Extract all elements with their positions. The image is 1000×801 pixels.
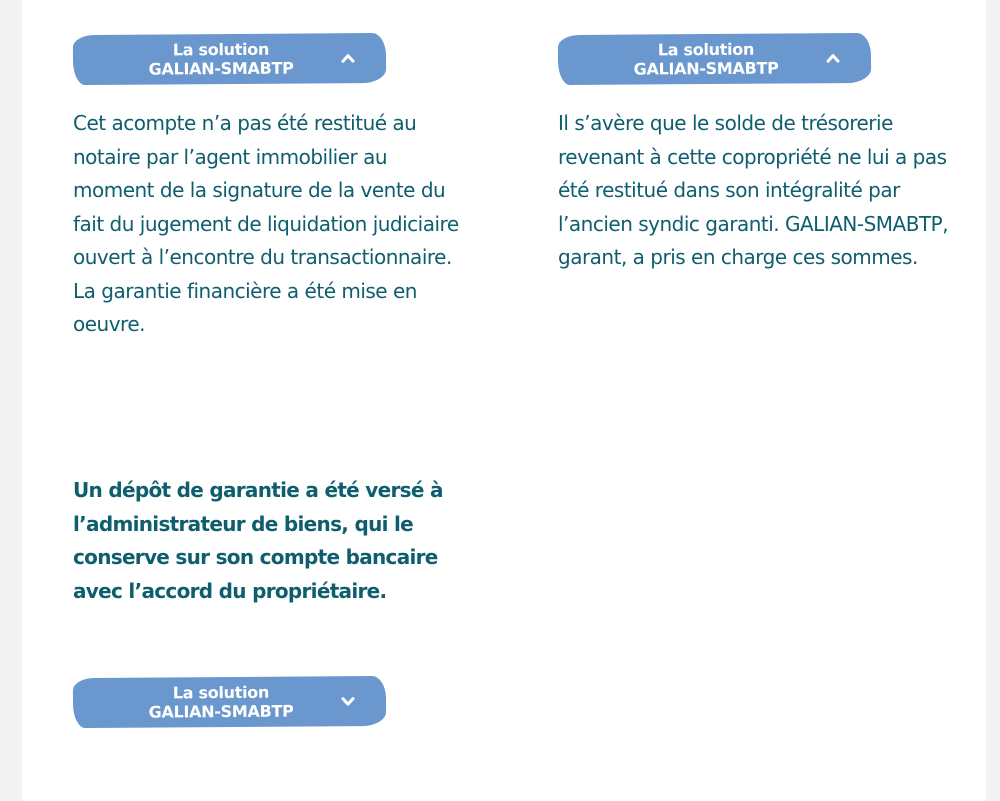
solution-text: Cet acompte n’a pas été restitué au notaire par l’agent immobilier au moment de la signature de la vente du fait du jugement de liquidation judiciaire ouvert à l’encontre du transactionnaire. La garantie financière a été mise en oeuvre. — [73, 111, 459, 336]
solution-button-label: La solution GALIAN-SMABTP — [148, 39, 294, 79]
chevron-up-icon — [340, 50, 356, 66]
chevron-up-icon — [825, 50, 841, 66]
solution-button-label: La solution GALIAN-SMABTP — [633, 39, 779, 79]
solution-toggle-button[interactable] — [73, 676, 386, 728]
solution-button-label: La solution GALIAN-SMABTP — [148, 682, 294, 722]
case-title: Un dépôt de garantie a été versé à l’administrateur de biens, qui le conserve sur son compte bancaire avec l’accord du propriétaire. — [73, 478, 443, 603]
solution-text: Il s’avère que le solde de trésorerie revenant à cette copropriété ne lui a pas été restitué dans son intégralité par l’ancien syndic garanti. GALIAN-SMABTP, garant, a pris en charge ces sommes. — [558, 111, 949, 269]
content-panel — [22, 0, 986, 801]
solution-toggle-button[interactable] — [73, 33, 386, 85]
solution-toggle-button[interactable] — [558, 33, 871, 85]
chevron-down-icon — [340, 693, 356, 709]
